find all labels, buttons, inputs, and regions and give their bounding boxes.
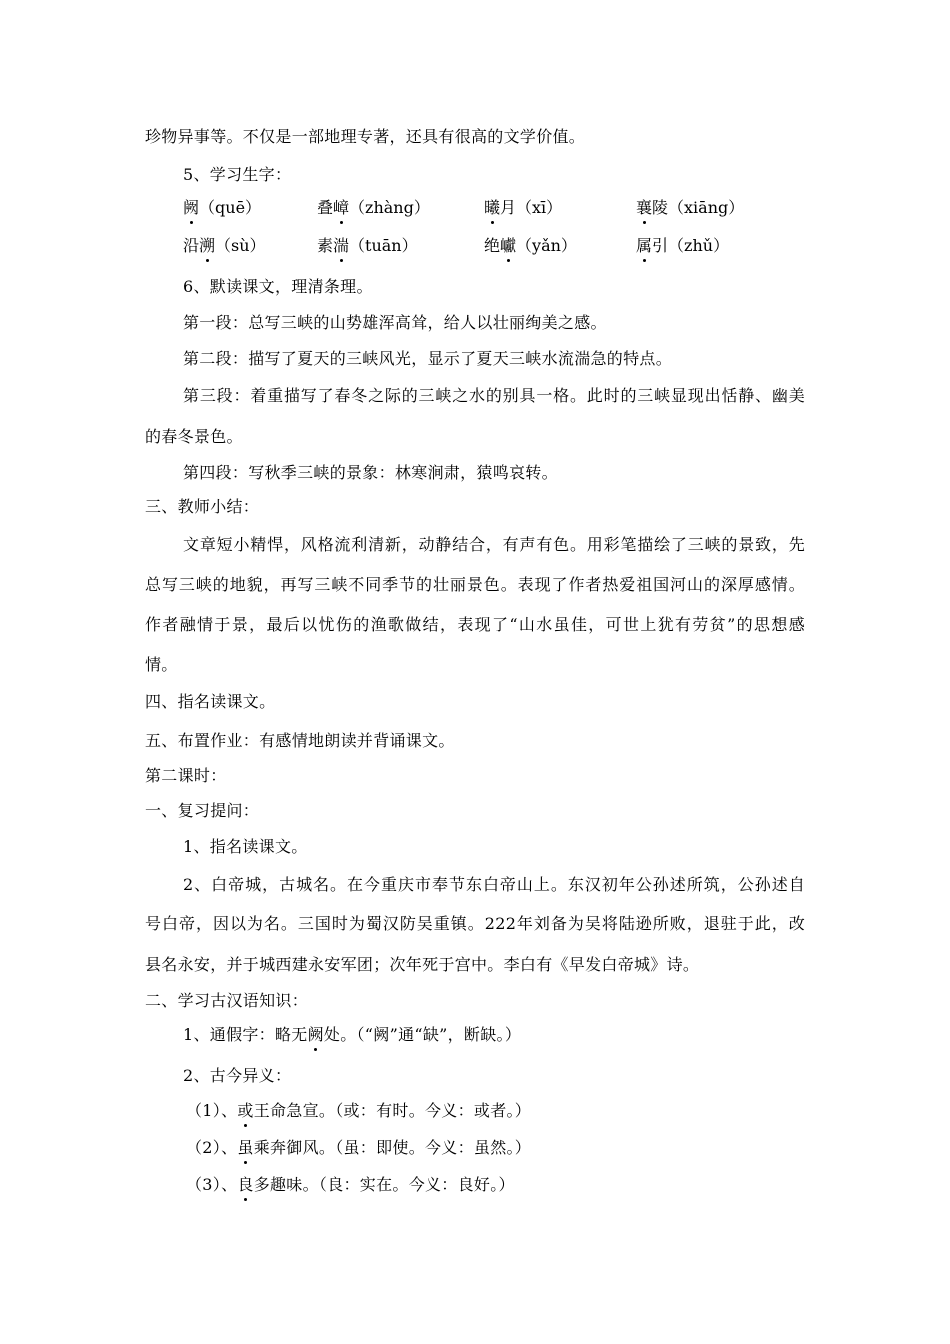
section-heading: 2、古今异义： [183,1066,292,1085]
emphasis-dot-char: 或 [237,1101,254,1120]
pinyin: （sù） [215,236,266,255]
section-heading: 6、默读课文，理清条理。 [183,277,373,296]
pinyin: （yǎn） [516,236,577,255]
paragraph-line: 第四段：写秋季三峡的景象：林寒涧肃，猿鸣哀转。 [183,463,558,482]
emphasis-dot-char: 溯 [199,236,216,255]
pinyin: （xī） [516,198,563,217]
section-heading: 5、学习生字： [183,165,292,184]
vocab-word: 襄陵（xiāng） [636,198,745,217]
paragraph-line: 1、指名读课文。 [183,837,308,856]
paragraph-line: 第二段：描写了夏天的三峡风光，显示了夏天三峡水流湍急的特点。 [183,349,673,368]
paragraph-line: 第一段：总写三峡的山势雄浑高耸，给人以壮丽绚美之感。 [183,313,607,332]
emphasis-dot-char: 嶂 [333,198,350,217]
paragraph-line: （3）、良多趣味。（良：实在。今义：良好。） [186,1175,515,1194]
pinyin: （zhǔ） [668,236,730,255]
section-heading: 二、学习古汉语知识： [145,991,309,1010]
emphasis-dot-char: 阙 [183,198,200,217]
emphasis-dot-char: 良 [237,1175,254,1194]
section-heading: 三、教师小结： [145,497,260,516]
paragraph-line: 第三段：着重描写了春冬之际的三峡之水的别具一格。此时的三峡显现出恬静、幽美 [183,386,805,405]
paragraph-line: （1）、或王命急宣。（或：有时。今义：或者。） [186,1101,532,1120]
paragraph-line: 号白帝，因以为名。三国时为蜀汉防吴重镇。222年刘备为吴将陆逊所败，退驻于此，改 [145,914,805,933]
section-heading: 第二课时： [145,766,227,785]
pinyin: （xiāng） [668,198,745,217]
section-heading: 四、指名读课文。 [145,692,276,711]
vocab-word: 属引（zhǔ） [636,236,730,255]
paragraph-line: 文章短小精悍，风格流利清新，动静结合，有声有色。用彩笔描绘了三峡的景致，先 [183,535,805,554]
pinyin: （tuān） [349,236,418,255]
emphasis-dot-char: 曦 [484,198,501,217]
section-heading: 一、复习提问： [145,801,260,820]
paragraph-line: 1、通假字：略无阙处。（“阙”通“缺”，断缺。） [183,1025,522,1044]
paragraph-line: 珍物异事等。不仅是一部地理专著，还具有很高的文学价值。 [145,127,586,146]
section-heading: 五、布置作业：有感情地朗读并背诵课文。 [145,731,455,750]
vocab-word: 绝巘（yǎn） [484,236,577,255]
vocab-word [183,198,261,218]
emphasis-dot-char: 属 [636,236,653,255]
vocab-word: 曦月（xī） [484,198,563,217]
vocab-word: 沿溯（sù） [183,236,266,255]
vocab-word: 叠嶂（zhàng） [317,198,430,217]
paragraph-line: 的春冬景色。 [145,427,243,446]
paragraph-line: 2、白帝城，古城名。在今重庆市奉节东白帝山上。东汉初年公孙述所筑，公孙述自 [183,875,805,894]
emphasis-dot-char: 湍 [333,236,350,255]
paragraph-line: （2）、虽乘奔御风。（虽：即使。今义：虽然。） [186,1138,532,1157]
paragraph-line: 总写三峡的地貌，再写三峡不同季节的壮丽景色。表现了作者热爱祖国河山的深厚感情。 [145,575,805,594]
paragraph-line: 作者融情于景，最后以忧伤的渔歌做结，表现了“山水虽佳，可世上犹有劳贫”的思想感 [145,615,805,634]
paragraph-line: 情。 [145,655,178,674]
pinyin: （quē） [199,198,262,217]
emphasis-dot-char: 虽 [237,1138,254,1157]
emphasis-dot-char: 襄 [636,198,653,217]
emphasis-dot-char: 巘 [500,236,517,255]
pinyin: （zhàng） [349,198,430,217]
vocab-word: 素湍（tuān） [317,236,418,255]
paragraph-line: 县名永安，并于城西建永安军团；次年死于宫中。李白有《早发白帝城》诗。 [145,955,700,974]
emphasis-dot-char: 阙 [307,1025,324,1044]
